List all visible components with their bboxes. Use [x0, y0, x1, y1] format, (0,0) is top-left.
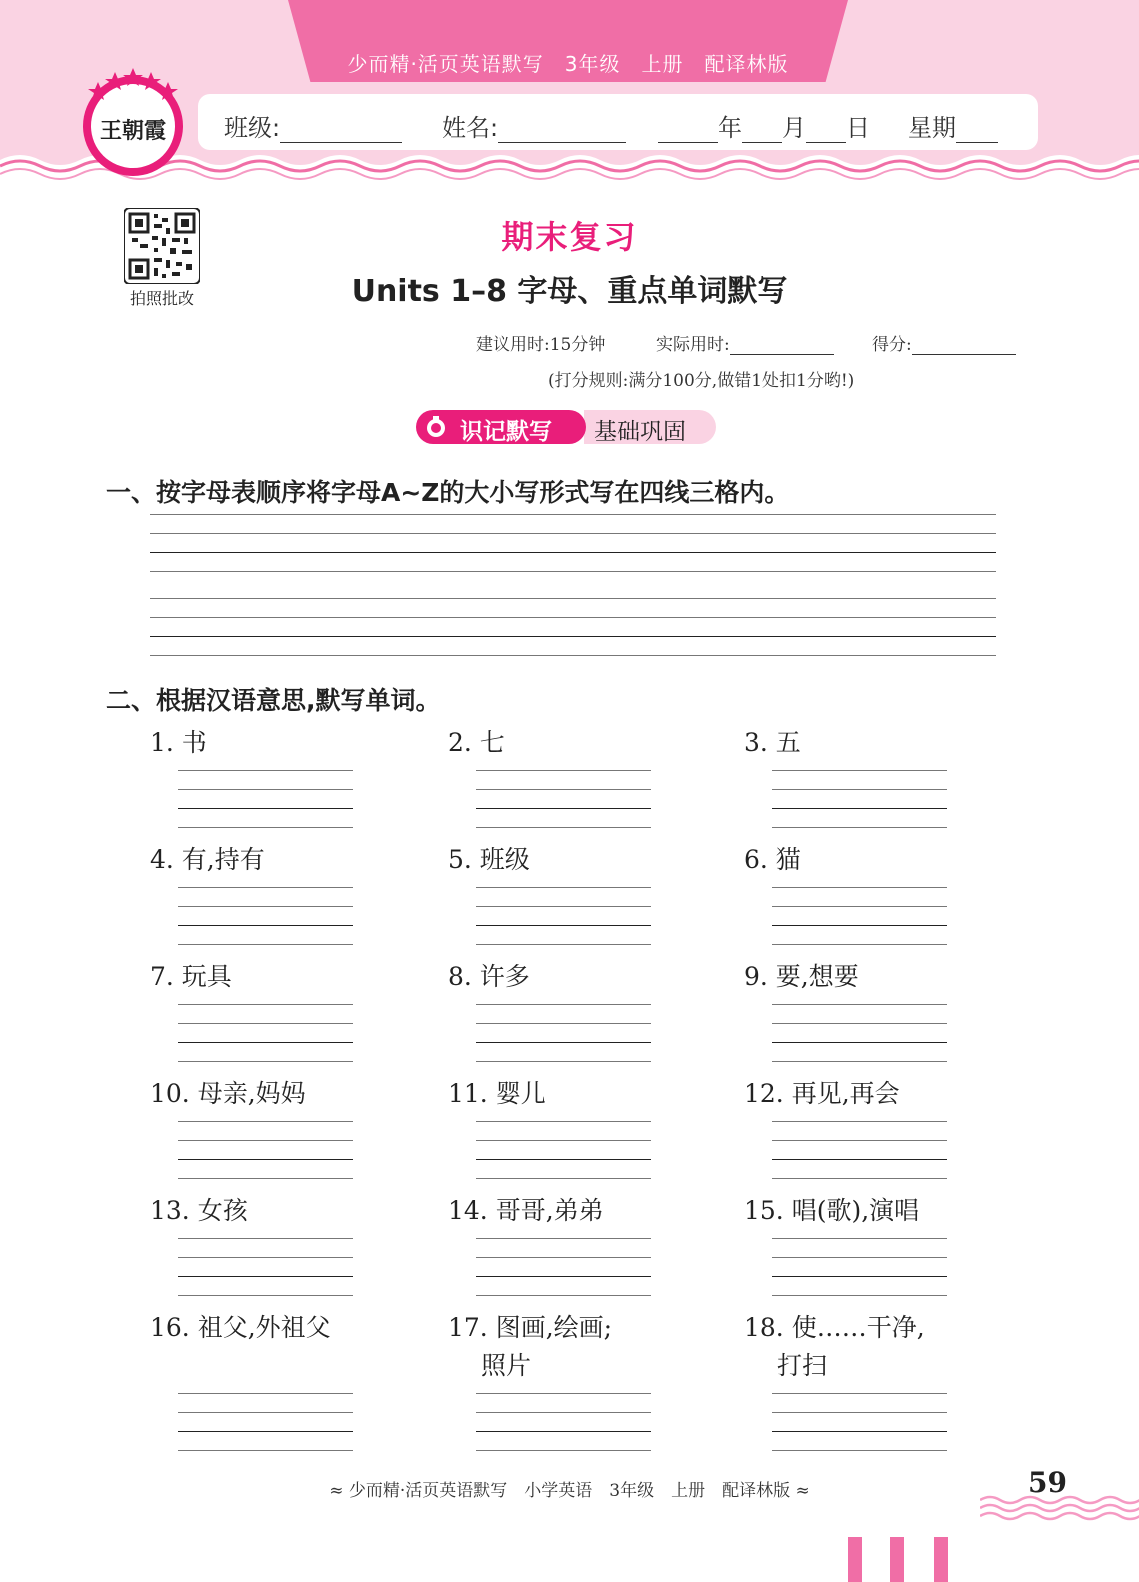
guide-line	[476, 827, 651, 828]
section-title: 期末复习	[501, 218, 638, 256]
vocabulary-item-prompt: 3. 五	[744, 728, 801, 757]
guide-line	[476, 1061, 651, 1062]
guide-line	[772, 944, 947, 945]
answer-writing-lines[interactable]	[476, 1121, 651, 1181]
guide-line	[772, 1393, 947, 1394]
answer-writing-lines[interactable]	[178, 1238, 353, 1298]
guide-line	[476, 1178, 651, 1179]
month-blank[interactable]	[742, 120, 782, 143]
guide-line	[178, 1257, 353, 1258]
name-label: 姓名:	[442, 114, 499, 142]
guide-line	[772, 1178, 947, 1179]
vocabulary-item-prompt: 7. 玩具	[150, 962, 232, 991]
class-blank[interactable]	[280, 120, 402, 143]
vocabulary-item-prompt: 16. 祖父,外祖父	[150, 1313, 331, 1342]
vocabulary-item	[448, 1075, 728, 1113]
vocabulary-item	[448, 958, 728, 996]
main-title: Units 1–8 字母、重点单词默写	[351, 274, 788, 309]
actual-time-field[interactable]	[656, 330, 834, 355]
guide-line	[476, 944, 651, 945]
base-line	[476, 1431, 651, 1432]
answer-writing-lines[interactable]	[772, 1393, 947, 1453]
vocabulary-item	[150, 958, 430, 996]
base-line	[476, 1159, 651, 1160]
guide-line	[150, 655, 996, 656]
vocabulary-item-prompt: 17. 图画,绘画; 照片	[448, 1313, 613, 1380]
guide-line	[476, 1238, 651, 1239]
badge-secondary-label: 基础巩固	[594, 419, 686, 445]
guide-line	[178, 1450, 353, 1451]
base-line	[178, 808, 353, 809]
vocabulary-item	[744, 1075, 1024, 1113]
badge-primary-label: 识记默写	[460, 419, 552, 445]
guide-line	[772, 906, 947, 907]
vocabulary-item-prompt: 12. 再见,再会	[744, 1079, 900, 1108]
base-line	[476, 1276, 651, 1277]
guide-line	[178, 1178, 353, 1179]
guide-line	[772, 1238, 947, 1239]
base-line	[772, 1431, 947, 1432]
base-line	[476, 925, 651, 926]
vocabulary-item-prompt: 5. 班级	[448, 845, 530, 874]
guide-line	[178, 1393, 353, 1394]
guide-line	[150, 598, 996, 599]
decorative-bar	[934, 1537, 948, 1582]
guide-line	[178, 887, 353, 888]
vocabulary-item	[744, 1192, 1024, 1230]
guide-line	[476, 906, 651, 907]
answer-writing-lines[interactable]	[476, 1238, 651, 1298]
qr-label: 拍照批改	[129, 289, 194, 308]
guide-line	[178, 1023, 353, 1024]
vocabulary-item	[150, 1075, 430, 1113]
base-line	[476, 1042, 651, 1043]
guide-line	[178, 827, 353, 828]
year-blank[interactable]	[658, 120, 718, 143]
guide-line	[772, 1450, 947, 1451]
month-label: 月	[782, 114, 806, 142]
class-label: 班级:	[224, 114, 281, 142]
answer-writing-lines[interactable]	[772, 1121, 947, 1181]
vocabulary-item	[448, 724, 728, 762]
guide-line	[178, 1412, 353, 1413]
guide-line	[772, 1257, 947, 1258]
base-line	[178, 1042, 353, 1043]
guide-line	[476, 1140, 651, 1141]
weekday-blank[interactable]	[956, 120, 998, 143]
guide-line	[476, 1412, 651, 1413]
answer-writing-lines[interactable]	[772, 887, 947, 947]
score-label: 得分:	[872, 335, 912, 355]
guide-line	[150, 533, 996, 534]
base-line	[178, 925, 353, 926]
answer-writing-lines[interactable]	[476, 770, 651, 830]
actual-time-label: 实际用时:	[656, 335, 730, 355]
vocabulary-item	[744, 724, 1024, 762]
vocabulary-item-prompt: 2. 七	[448, 728, 505, 757]
vocabulary-item	[150, 724, 430, 762]
alphabet-writing-lines[interactable]	[150, 514, 996, 660]
base-line	[178, 1431, 353, 1432]
guide-line	[476, 1450, 651, 1451]
brand-logo	[78, 68, 188, 178]
answer-writing-lines[interactable]	[178, 1121, 353, 1181]
year-label: 年	[718, 114, 742, 142]
guide-line	[772, 770, 947, 771]
guide-line	[178, 1238, 353, 1239]
vocabulary-item-prompt: 4. 有,持有	[150, 845, 265, 874]
guide-line	[476, 770, 651, 771]
vocabulary-item	[744, 1309, 1024, 1385]
guide-line	[150, 571, 996, 572]
answer-writing-lines[interactable]	[178, 1004, 353, 1064]
weekday-label: 星期	[908, 114, 956, 142]
answer-writing-lines[interactable]	[772, 1238, 947, 1298]
answer-writing-lines[interactable]	[476, 1393, 651, 1453]
guide-line	[476, 1257, 651, 1258]
guide-line	[178, 1004, 353, 1005]
vocabulary-item	[448, 841, 728, 879]
guide-line	[772, 1295, 947, 1296]
name-blank[interactable]	[498, 120, 626, 143]
vocabulary-item-prompt: 13. 女孩	[150, 1196, 248, 1225]
answer-writing-lines[interactable]	[476, 887, 651, 947]
base-line	[772, 808, 947, 809]
base-line	[476, 808, 651, 809]
name-field[interactable]	[442, 108, 626, 143]
answer-writing-lines[interactable]	[772, 1004, 947, 1064]
scoring-rule: (打分规则:满分100分,做错1处扣1分哟!)	[548, 371, 855, 391]
vocabulary-item-prompt: 11. 婴儿	[448, 1079, 546, 1108]
vocabulary-item-prompt: 6. 猫	[744, 845, 801, 874]
guide-line	[772, 1004, 947, 1005]
answer-writing-lines[interactable]	[476, 1004, 651, 1064]
guide-line	[476, 1004, 651, 1005]
vocabulary-item-prompt: 8. 许多	[448, 962, 530, 991]
weekday-field[interactable]	[908, 108, 998, 143]
guide-line	[772, 827, 947, 828]
base-line	[772, 1276, 947, 1277]
score-field[interactable]	[872, 330, 1016, 355]
day-blank[interactable]	[806, 120, 846, 143]
guide-line	[476, 1121, 651, 1122]
guide-line	[772, 1061, 947, 1062]
base-line	[178, 1159, 353, 1160]
guide-line	[772, 1121, 947, 1122]
guide-line	[178, 1121, 353, 1122]
actual-time-blank[interactable]	[730, 336, 834, 355]
base-line	[150, 552, 996, 553]
vocabulary-item	[744, 841, 1024, 879]
vocabulary-item	[150, 841, 430, 879]
guide-line	[150, 514, 996, 515]
vocabulary-item-prompt: 15. 唱(歌),演唱	[744, 1196, 920, 1225]
base-line	[772, 925, 947, 926]
guide-line	[772, 789, 947, 790]
suggested-time: 建议用时:15分钟	[476, 335, 606, 355]
question-2-title: 二、根据汉语意思,默写单词。	[106, 686, 441, 715]
question-1-title: 一、按字母表顺序将字母A~Z的大小写形式写在四线三格内。	[106, 478, 790, 507]
vocabulary-item	[448, 1309, 728, 1385]
guide-line	[178, 906, 353, 907]
score-blank[interactable]	[912, 336, 1016, 355]
guide-line	[772, 1412, 947, 1413]
class-field[interactable]	[224, 108, 402, 143]
day-label: 日	[846, 114, 870, 142]
guide-line	[772, 887, 947, 888]
decorative-bar	[848, 1537, 862, 1582]
vocabulary-item-prompt: 1. 书	[150, 728, 207, 757]
medal-icon	[424, 415, 448, 439]
logo-text: 王朝霞	[99, 118, 167, 144]
vocabulary-item	[744, 958, 1024, 996]
guide-line	[476, 1023, 651, 1024]
series-title: 少而精·活页英语默写 3年级 上册 配译林版	[347, 52, 789, 76]
answer-writing-lines[interactable]	[178, 770, 353, 830]
vocabulary-item-prompt: 9. 要,想要	[744, 962, 859, 991]
answer-writing-lines[interactable]	[178, 887, 353, 947]
vocabulary-item	[448, 1192, 728, 1230]
base-line	[772, 1159, 947, 1160]
base-line	[178, 1276, 353, 1277]
guide-line	[476, 1393, 651, 1394]
footer-text: ≈ 少而精·活页英语默写 小学英语 3年级 上册 配译林版 ≈	[329, 1481, 810, 1501]
guide-line	[772, 1023, 947, 1024]
answer-writing-lines[interactable]	[772, 770, 947, 830]
base-line	[772, 1042, 947, 1043]
guide-line	[178, 1061, 353, 1062]
vocabulary-item-prompt: 18. 使……干净, 打扫	[744, 1313, 925, 1380]
vocabulary-item-prompt: 14. 哥哥,弟弟	[448, 1196, 604, 1225]
guide-line	[178, 1295, 353, 1296]
guide-line	[178, 770, 353, 771]
vocabulary-item	[150, 1309, 430, 1347]
decorative-bar	[890, 1537, 904, 1582]
answer-writing-lines[interactable]	[178, 1393, 353, 1453]
guide-line	[150, 617, 996, 618]
guide-line	[178, 1140, 353, 1141]
guide-line	[476, 1295, 651, 1296]
page-number: 59	[1028, 1466, 1067, 1499]
guide-line	[476, 789, 651, 790]
base-line	[150, 636, 996, 637]
date-field[interactable]	[658, 108, 870, 143]
guide-line	[772, 1140, 947, 1141]
vocabulary-item-prompt: 10. 母亲,妈妈	[150, 1079, 306, 1108]
guide-line	[178, 944, 353, 945]
guide-line	[476, 887, 651, 888]
guide-line	[178, 789, 353, 790]
vocabulary-item	[150, 1192, 430, 1230]
